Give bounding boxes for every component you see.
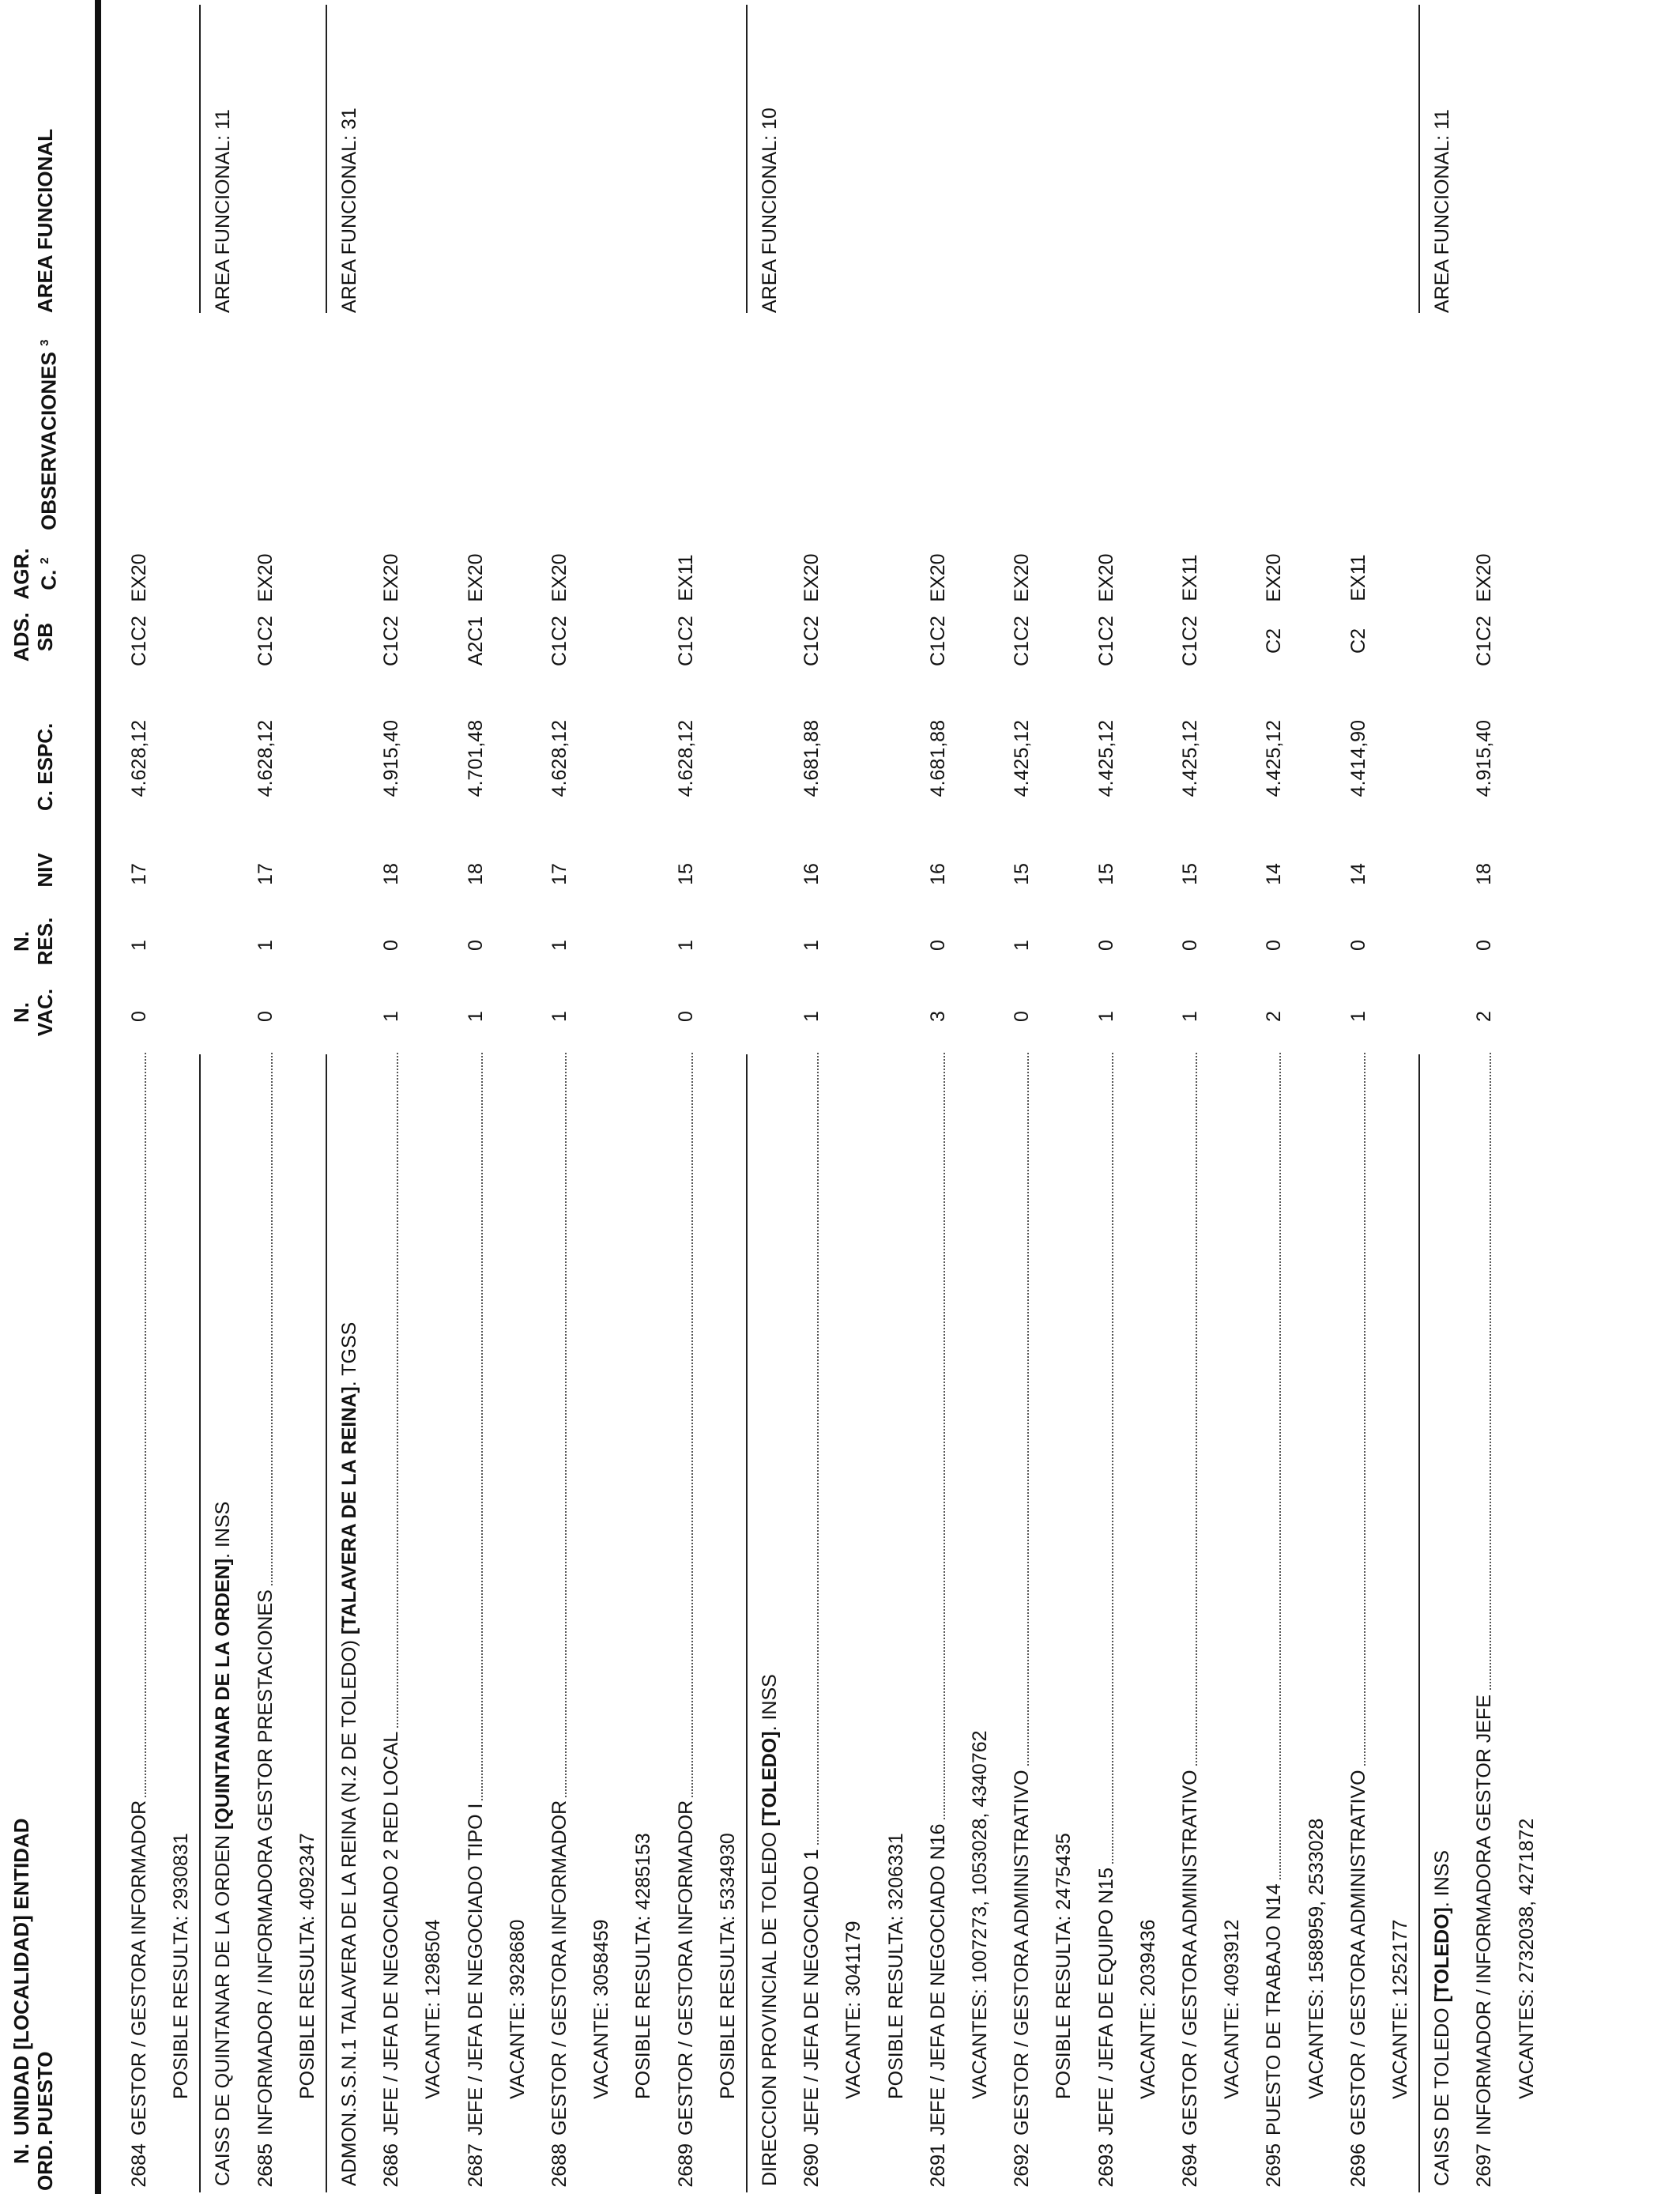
vacancies-count: 2 xyxy=(1473,1011,1496,1022)
group-assignment: C1C2 xyxy=(1011,616,1034,666)
job-title xyxy=(922,1053,954,2136)
header-n-vac xyxy=(9,985,92,1040)
header-n-vac-line1: N. xyxy=(9,1002,33,1023)
job-title-text: GESTOR / GESTORA INFORMADOR xyxy=(675,1797,697,2136)
group-assignment: C2 xyxy=(1263,628,1286,654)
unit-name xyxy=(754,1674,785,2186)
header-unidad xyxy=(9,1582,92,2136)
footnote-ref-3: 3 xyxy=(38,339,51,346)
section-divider xyxy=(1418,1054,1420,2192)
job-title-text: PUESTO DE TRABAJO N14 xyxy=(1263,1880,1285,2136)
level: 14 xyxy=(1347,863,1369,885)
unit-name-prefix: ADMON.S.S.N.1 TALAVERA DE LA REINA (N.2 DE TOLEDO) xyxy=(338,1634,360,2186)
job-title xyxy=(1090,1053,1122,2136)
group-assignment: A2C1 xyxy=(464,616,487,666)
detail-text: VACANTE: 1252177 xyxy=(1389,1919,1411,2099)
job-title-text: INFORMADOR / INFORMADORA GESTOR PRESTACIONES xyxy=(254,1586,277,2136)
level: 17 xyxy=(548,863,571,885)
results-count: 1 xyxy=(800,940,823,951)
specific-complement: 4.628,12 xyxy=(128,720,150,797)
table-row xyxy=(670,0,702,2194)
detail-text: VACANTE: 1298504 xyxy=(422,1919,445,2099)
job-title xyxy=(460,1053,492,2136)
group-assignment: C1C2 xyxy=(1094,616,1117,666)
header-agr-line1: AGR. xyxy=(9,548,33,600)
unit-heading xyxy=(754,0,785,2194)
results-count: 1 xyxy=(1011,940,1034,951)
vacancies-count: 1 xyxy=(548,1011,571,1022)
unit-heading xyxy=(207,0,239,2194)
section-divider xyxy=(199,5,201,313)
header-area-funcional-label: AREA FUNCIONAL xyxy=(33,128,57,313)
job-title xyxy=(1258,1053,1290,2136)
detail-text: VACANTES: 1588959, 2533028 xyxy=(1305,1818,1328,2099)
vacancies-count: 0 xyxy=(1011,1011,1034,1022)
detail-line xyxy=(1048,0,1079,2194)
group-assignment: C1C2 xyxy=(1473,616,1496,666)
job-title-text: JEFE / JEFA DE NEGOCIADO N16 xyxy=(927,1820,949,2136)
order-number: 2694 xyxy=(1179,2143,1201,2188)
vacancies-count: 1 xyxy=(800,1011,823,1022)
specific-complement: 4.425,12 xyxy=(1263,720,1286,797)
detail-text: POSIBLE RESULTA: 2930831 xyxy=(170,1833,193,2099)
detail-line xyxy=(292,0,323,2194)
job-title-text: GESTOR / GESTORA INFORMADOR xyxy=(548,1797,571,2136)
job-title xyxy=(1174,1053,1206,2136)
header-n-ord-line2: ORD. xyxy=(33,2139,57,2191)
section-divider xyxy=(199,1054,201,2192)
specific-complement: 4.681,88 xyxy=(926,720,949,797)
section-divider xyxy=(746,1054,748,2192)
order-number: 2695 xyxy=(1263,2143,1286,2188)
unit-name xyxy=(333,1322,365,2186)
unit-locality: [TOLEDO] xyxy=(1431,1907,1454,2003)
detail-text: VACANTE: 3928680 xyxy=(506,1919,529,2099)
detail-text: VACANTE: 3041179 xyxy=(842,1921,865,2099)
footnote-ref-2: 2 xyxy=(38,557,51,564)
table-row xyxy=(922,0,954,2194)
results-count: 1 xyxy=(674,940,697,951)
order-number: 2696 xyxy=(1347,2143,1369,2188)
vacancies-count: 1 xyxy=(1179,1011,1201,1022)
corps-grouping: EX20 xyxy=(464,553,487,602)
unit-name-prefix: CAISS DE QUINTANAR DE LA ORDEN xyxy=(212,1829,235,2186)
level: 18 xyxy=(380,863,403,885)
job-title xyxy=(250,1053,281,2136)
job-title-text: GESTOR / GESTORA ADMINISTRATIVO xyxy=(1011,1766,1033,2136)
corps-grouping: EX20 xyxy=(1011,553,1034,602)
job-title-text: JEFE / JEFA DE NEGOCIADO 1 xyxy=(800,1845,823,2136)
order-number: 2686 xyxy=(380,2143,403,2188)
job-title xyxy=(796,1053,827,2136)
header-n-vac-line2: VAC. xyxy=(33,988,57,1037)
corps-grouping: EX20 xyxy=(254,553,277,602)
job-title-text: JEFE / JEFA DE EQUIPO N15 xyxy=(1095,1864,1117,2136)
header-c-espc-label: C. ESPC. xyxy=(33,722,57,811)
vacancies-count: 1 xyxy=(1094,1011,1117,1022)
unit-entity: . INSS xyxy=(759,1674,781,1732)
unit-locality: [QUINTANAR DE LA ORDEN] xyxy=(212,1558,235,1830)
table-row xyxy=(1006,0,1038,2194)
level: 18 xyxy=(1473,863,1496,885)
unit-name xyxy=(1426,1850,1458,2186)
order-number: 2685 xyxy=(254,2143,277,2188)
job-title-text: JEFE / JEFA DE NEGOCIADO TIPO I xyxy=(465,1800,487,2136)
header-n-ord xyxy=(9,2139,92,2191)
detail-line xyxy=(627,0,659,2194)
specific-complement: 4.425,12 xyxy=(1011,720,1034,797)
unit-name xyxy=(207,1502,239,2186)
table-row xyxy=(123,0,155,2194)
header-n-res xyxy=(9,914,92,969)
job-title xyxy=(123,1053,155,2136)
results-count: 0 xyxy=(1473,940,1496,951)
specific-complement: 4.414,90 xyxy=(1347,720,1369,797)
unit-locality: [TALAVERA DE LA REINA] xyxy=(338,1386,360,1635)
job-title-text: GESTOR / GESTORA INFORMADOR xyxy=(128,1797,150,2136)
section-divider xyxy=(326,5,327,313)
group-assignment: C1C2 xyxy=(380,616,403,666)
detail-line xyxy=(165,0,197,2194)
detail-text: POSIBLE RESULTA: 4092347 xyxy=(296,1833,318,2099)
specific-complement: 4.701,48 xyxy=(464,720,487,797)
results-count: 0 xyxy=(1094,940,1117,951)
job-title-text: INFORMADOR / INFORMADORA GESTOR JEFE xyxy=(1473,1691,1495,2136)
detail-text: VACANTES: 2732038, 4271872 xyxy=(1515,1818,1538,2099)
order-number: 2687 xyxy=(464,2143,487,2188)
corps-grouping: EX11 xyxy=(674,554,697,601)
job-title-text: GESTOR / GESTORA ADMINISTRATIVO xyxy=(1179,1766,1201,2136)
unit-heading xyxy=(333,0,365,2194)
specific-complement: 4.915,40 xyxy=(1473,720,1496,797)
unit-entity: . INSS xyxy=(212,1501,235,1559)
corps-grouping: EX20 xyxy=(926,553,949,602)
corps-grouping: EX20 xyxy=(1263,553,1286,602)
header-unidad-line1: UNIDAD [LOCALIDAD] ENTIDAD xyxy=(9,1818,33,2136)
detail-line xyxy=(1216,0,1248,2194)
job-title xyxy=(1468,1053,1500,2136)
header-n-ord-line1: N. xyxy=(9,2143,33,2164)
detail-text: POSIBLE RESULTA: 4285153 xyxy=(632,1833,655,2099)
table-row xyxy=(1174,0,1206,2194)
detail-text: POSIBLE RESULTA: 3206331 xyxy=(884,1833,907,2099)
table-row xyxy=(796,0,827,2194)
group-assignment: C1C2 xyxy=(926,616,949,666)
vacancies-count: 0 xyxy=(674,1011,697,1022)
detail-text: VACANTE: 2039436 xyxy=(1136,1919,1159,2099)
results-count: 1 xyxy=(254,940,277,951)
unit-entity: . TGSS xyxy=(338,1321,360,1387)
unit-entity: . INSS xyxy=(1431,1849,1454,1908)
results-count: 1 xyxy=(548,940,571,951)
header-n-res-line2: RES. xyxy=(33,917,57,966)
specific-complement: 4.681,88 xyxy=(800,720,823,797)
table-row xyxy=(375,0,407,2194)
order-number: 2689 xyxy=(674,2143,697,2188)
level: 15 xyxy=(674,863,697,885)
detail-line xyxy=(502,0,533,2194)
specific-complement: 4.915,40 xyxy=(380,720,403,797)
order-number: 2690 xyxy=(800,2143,823,2188)
vacancies-count: 1 xyxy=(1347,1011,1369,1022)
specific-complement: 4.628,12 xyxy=(674,720,697,797)
group-assignment: C1C2 xyxy=(674,616,697,666)
level: 18 xyxy=(464,863,487,885)
header-agr-line2 xyxy=(33,546,61,601)
table-row xyxy=(250,0,281,2194)
job-title xyxy=(1343,1053,1374,2136)
level: 15 xyxy=(1011,863,1034,885)
corps-grouping: EX11 xyxy=(1347,554,1369,601)
vacancies-count: 0 xyxy=(254,1011,277,1022)
specific-complement: 4.425,12 xyxy=(1094,720,1117,797)
corps-grouping: EX20 xyxy=(548,553,571,602)
order-number: 2697 xyxy=(1473,2143,1496,2188)
corps-grouping: EX20 xyxy=(380,553,403,602)
level: 16 xyxy=(926,863,949,885)
detail-line xyxy=(1384,0,1416,2194)
header-niv-label: NIV xyxy=(33,853,57,888)
table-row xyxy=(460,0,492,2194)
job-title xyxy=(544,1053,575,2136)
detail-text: POSIBLE RESULTA: 5334930 xyxy=(716,1833,739,2099)
job-title xyxy=(1006,1053,1038,2136)
results-count: 0 xyxy=(380,940,403,951)
detail-line xyxy=(964,0,996,2194)
detail-text: POSIBLE RESULTA: 2475435 xyxy=(1053,1833,1075,2099)
job-title-text: GESTOR / GESTORA ADMINISTRATIVO xyxy=(1347,1766,1369,2136)
group-assignment: C1C2 xyxy=(1179,616,1201,666)
job-title xyxy=(670,1053,702,2136)
functional-area: AREA FUNCIONAL: 10 xyxy=(759,107,781,313)
unit-locality: [TOLEDO] xyxy=(759,1731,781,1826)
header-observaciones-label: OBSERVACIONES xyxy=(36,352,61,530)
detail-line xyxy=(1301,0,1332,2194)
detail-line xyxy=(712,0,744,2194)
header-n-res-line1: N. xyxy=(9,931,33,952)
corps-grouping: EX20 xyxy=(128,553,150,602)
table-row xyxy=(544,0,575,2194)
corps-grouping: EX20 xyxy=(800,553,823,602)
corps-grouping: EX20 xyxy=(1473,553,1496,602)
functional-area: AREA FUNCIONAL: 11 xyxy=(1431,109,1454,313)
detail-line xyxy=(838,0,869,2194)
group-assignment: C1C2 xyxy=(254,616,277,666)
level: 14 xyxy=(1263,863,1286,885)
vacancies-count: 1 xyxy=(380,1011,403,1022)
section-divider xyxy=(326,1054,327,2192)
level: 15 xyxy=(1179,863,1201,885)
results-count: 0 xyxy=(926,940,949,951)
corps-grouping: EX11 xyxy=(1179,554,1201,601)
vacancies-count: 2 xyxy=(1263,1011,1286,1022)
order-number: 2692 xyxy=(1011,2143,1034,2188)
detail-line xyxy=(417,0,449,2194)
specific-complement: 4.628,12 xyxy=(548,720,571,797)
table-row xyxy=(1343,0,1374,2194)
order-number: 2693 xyxy=(1094,2143,1117,2188)
table-row xyxy=(1090,0,1122,2194)
table-row xyxy=(1468,0,1500,2194)
section-divider xyxy=(746,5,748,313)
level: 16 xyxy=(800,863,823,885)
detail-line xyxy=(1511,0,1543,2194)
group-assignment: C1C2 xyxy=(128,616,150,666)
header-unidad-line2: PUESTO xyxy=(33,2051,57,2136)
level: 17 xyxy=(254,863,277,885)
header-ads-line1: ADS. xyxy=(9,612,33,662)
corps-grouping: EX20 xyxy=(1094,553,1117,602)
order-number: 2691 xyxy=(926,2143,949,2188)
unit-heading xyxy=(1426,0,1458,2194)
group-assignment: C1C2 xyxy=(548,616,571,666)
unit-name-prefix: CAISS DE TOLEDO xyxy=(1431,2002,1454,2186)
detail-line xyxy=(1132,0,1164,2194)
job-title xyxy=(375,1053,407,2136)
table-row xyxy=(1258,0,1290,2194)
detail-line xyxy=(586,0,617,2194)
detail-text: VACANTE: 4093912 xyxy=(1221,1919,1244,2099)
results-count: 0 xyxy=(1179,940,1201,951)
unit-name-prefix: DIRECCION PROVINCIAL DE TOLEDO xyxy=(759,1826,781,2186)
header-ads-sb xyxy=(9,609,92,665)
group-assignment: C2 xyxy=(1347,628,1369,654)
functional-area: AREA FUNCIONAL: 31 xyxy=(338,107,360,313)
level: 17 xyxy=(128,863,150,885)
results-count: 0 xyxy=(1263,940,1286,951)
detail-text: VACANTES: 1007273, 1053028, 4340762 xyxy=(969,1730,991,2099)
vacancies-count: 0 xyxy=(128,1011,150,1022)
section-divider xyxy=(1418,5,1420,313)
detail-text: VACANTE: 3058459 xyxy=(590,1919,613,2099)
level: 15 xyxy=(1094,863,1117,885)
functional-area: AREA FUNCIONAL: 11 xyxy=(212,109,235,313)
job-title-text: JEFE / JEFA DE NEGOCIADO 2 RED LOCAL xyxy=(380,1728,402,2136)
order-number: 2684 xyxy=(128,2143,150,2188)
header-ads-line2: SB xyxy=(33,622,57,652)
order-number: 2688 xyxy=(548,2143,571,2188)
results-count: 0 xyxy=(464,940,487,951)
header-agr-label2: C. xyxy=(36,569,61,590)
results-count: 0 xyxy=(1347,940,1369,951)
vacancies-count: 1 xyxy=(464,1011,487,1022)
specific-complement: 4.628,12 xyxy=(254,720,277,797)
header-rule xyxy=(95,0,101,2194)
results-count: 1 xyxy=(128,940,150,951)
vacancies-count: 3 xyxy=(926,1011,949,1022)
specific-complement: 4.425,12 xyxy=(1179,720,1201,797)
detail-line xyxy=(880,0,912,2194)
group-assignment: C1C2 xyxy=(800,616,823,666)
header-agr-c xyxy=(9,546,92,601)
